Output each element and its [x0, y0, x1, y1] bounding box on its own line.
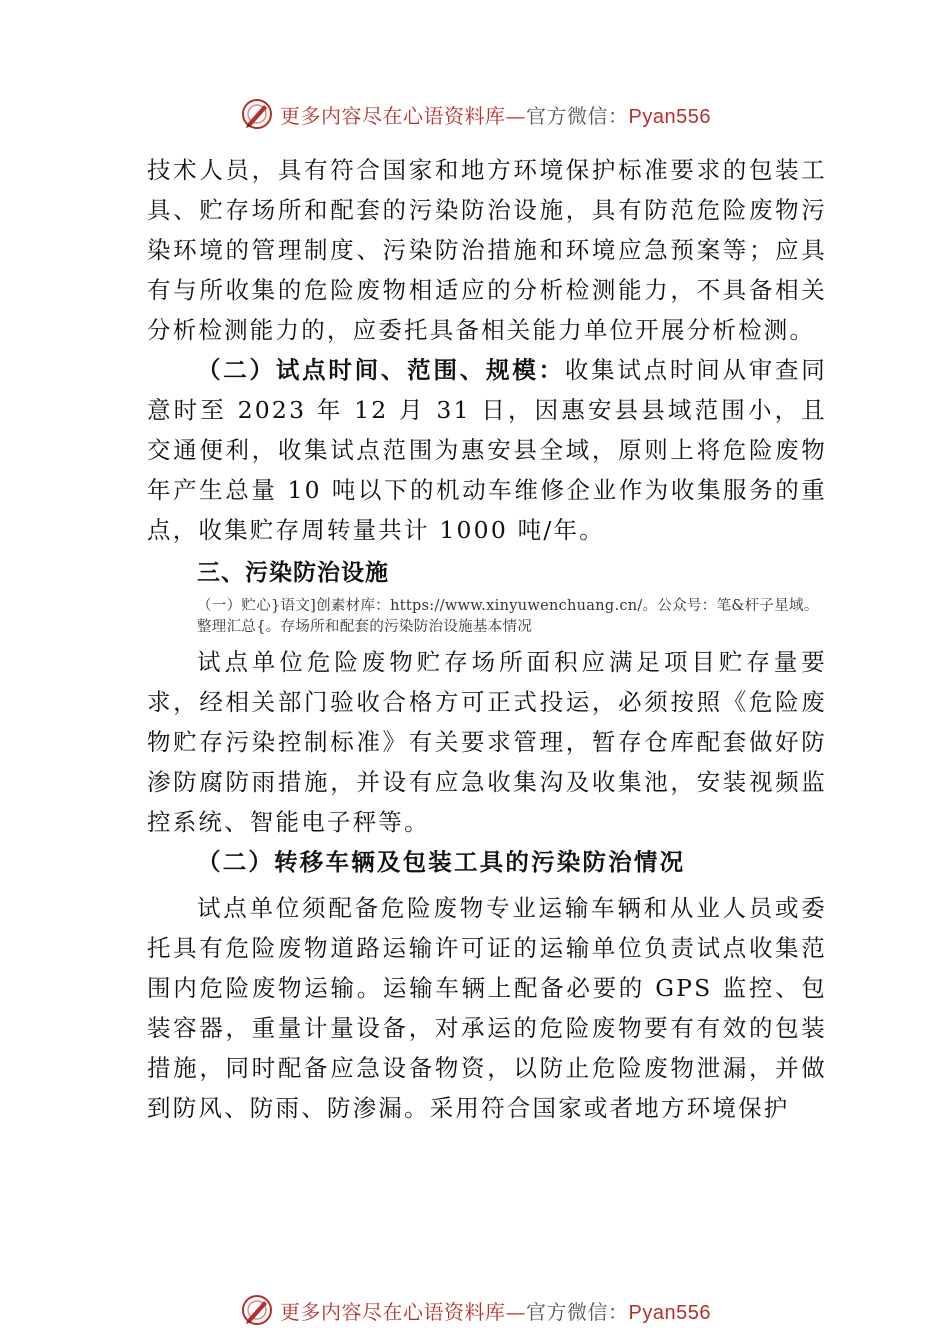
banner-text [280, 100, 711, 129]
paragraph-3: 试点单位危险废物贮存场所面积应满足项目贮存量要求，经相关部门验收合格方可正式投运，必须按照《危险废物贮存污染控制标准》有关要求管理，暂存仓库配套做好防渗防腐防雨措施，并设有应急收集沟及收集池，安装视频监控系统、智能电子秤等。 [147, 648, 827, 836]
header-banner [240, 94, 740, 134]
paragraph-2 [147, 350, 827, 550]
banner-text [280, 1296, 711, 1325]
pen-logo-icon [240, 1293, 274, 1327]
watermark-note: （一）贮心}语文]创素材库：https://www.xinyuwenchuang.cn/。公众号：笔&杆子星域。整理汇总{。存场所和配套的污染防治设施基本情况 [197, 598, 819, 635]
section-3-heading: 三、污染防治设施 [197, 560, 389, 586]
banner-dash: — [505, 1299, 526, 1324]
document-body [147, 150, 827, 1128]
banner-brand: 更多内容尽在心语资料库 [280, 103, 506, 128]
pen-logo-icon [240, 97, 274, 131]
paragraph-1: 技术人员，具有符合国家和地方环境保护标准要求的包装工具、贮存场所和配套的污染防治设施，具有防范危险废物污染环境的管理制度、污染防治措施和环境应急预案等；应具有与所收集的危险废物相适应的分析检测能力，不具备相关分析检测能力的，应委托具备相关能力单位开展分析检测。 [147, 156, 827, 344]
footer-banner [240, 1290, 740, 1330]
paragraph-2-text: 收集试点时间从审查同意时至 2023 年 12 月 31 日，因惠安县县域范围小，且交通便利，收集试点范围为惠安县全域，原则上将危险废物年产生总量 10 吨以下的机动车维修企业作为收集服务的重点，收集贮存周转量共计 1000 吨/年。 [147, 356, 827, 544]
banner-wechat-label: 官方微信： [526, 103, 629, 128]
banner-wechat-id: Pyan556 [628, 105, 711, 128]
banner-wechat-id: Pyan556 [628, 1301, 711, 1324]
banner-brand: 更多内容尽在心语资料库 [280, 1299, 506, 1324]
paragraph-4: 试点单位须配备危险废物专业运输车辆和从业人员或委托具有危险废物道路运输许可证的运输单位负责试点收集范围内危险废物运输。运输车辆上配备必要的 GPS 监控、包装容器，重量计量设备，对承运的危险废物要有有效的包装措施，同时配备应急设备物资，以防止危险废物泄漏，并做到防风、防雨、防渗漏。采用符合国家或者地方环境保护 [147, 894, 827, 1122]
banner-dash: — [505, 103, 526, 128]
banner-wechat-label: 官方微信： [526, 1299, 629, 1324]
paragraph-2-heading: （二）试点时间、范围、规模： [197, 356, 565, 384]
subsection-2-heading: （二）转移车辆及包装工具的污染防治情况 [197, 848, 686, 876]
